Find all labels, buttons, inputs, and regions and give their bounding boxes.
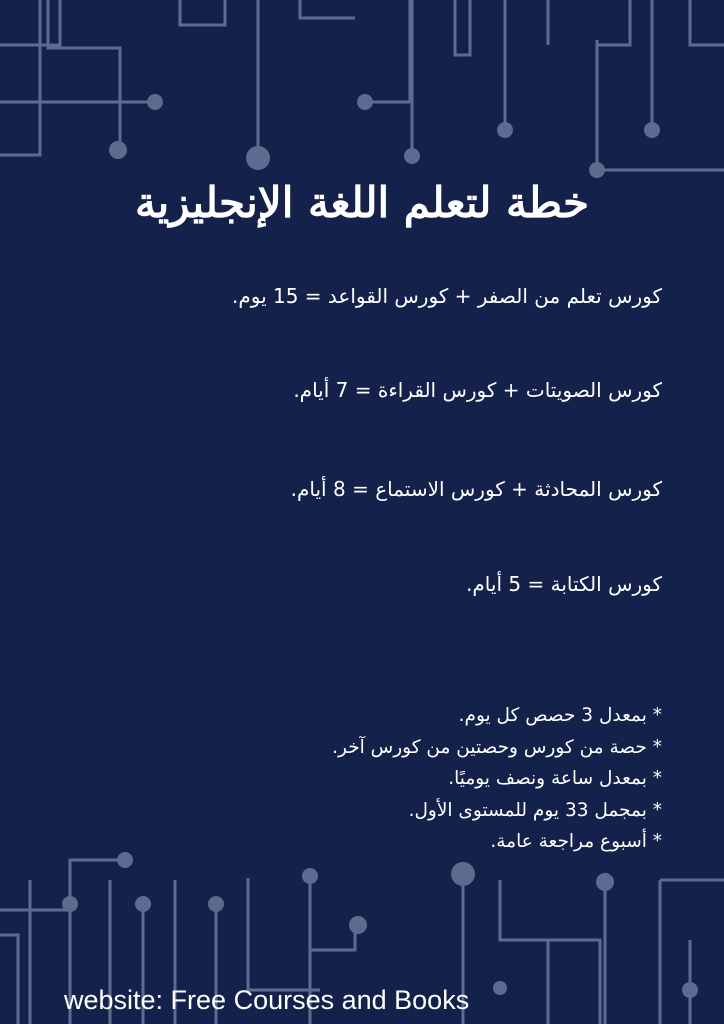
note-item: * بمعدل 3 حصص كل يوم. <box>458 705 662 726</box>
course-item: كورس المحادثة + كورس الاستماع = 8 أيام. <box>290 477 662 501</box>
notes-list <box>30 700 662 858</box>
course-item: كورس الكتابة = 5 أيام. <box>466 572 662 596</box>
course-item: كورس الصويتات + كورس القراءة = 7 أيام. <box>293 378 662 402</box>
note-item: * حصة من كورس وحصتين من كورس آخر. <box>332 736 662 758</box>
page-title: خطة لتعلم اللغة الإنجليزية <box>135 178 589 227</box>
note-item: * بمعدل ساعة ونصف يوميًا. <box>448 768 662 789</box>
note-item: * أسبوع مراجعة عامة. <box>490 831 662 852</box>
course-item: كورس تعلم من الصفر + كورس القواعد = 15 يوم. <box>232 284 662 308</box>
note-item: * بمجمل 33 يوم للمستوى الأول. <box>408 799 662 821</box>
website-footer: website: Free Courses and Books <box>64 985 470 1015</box>
